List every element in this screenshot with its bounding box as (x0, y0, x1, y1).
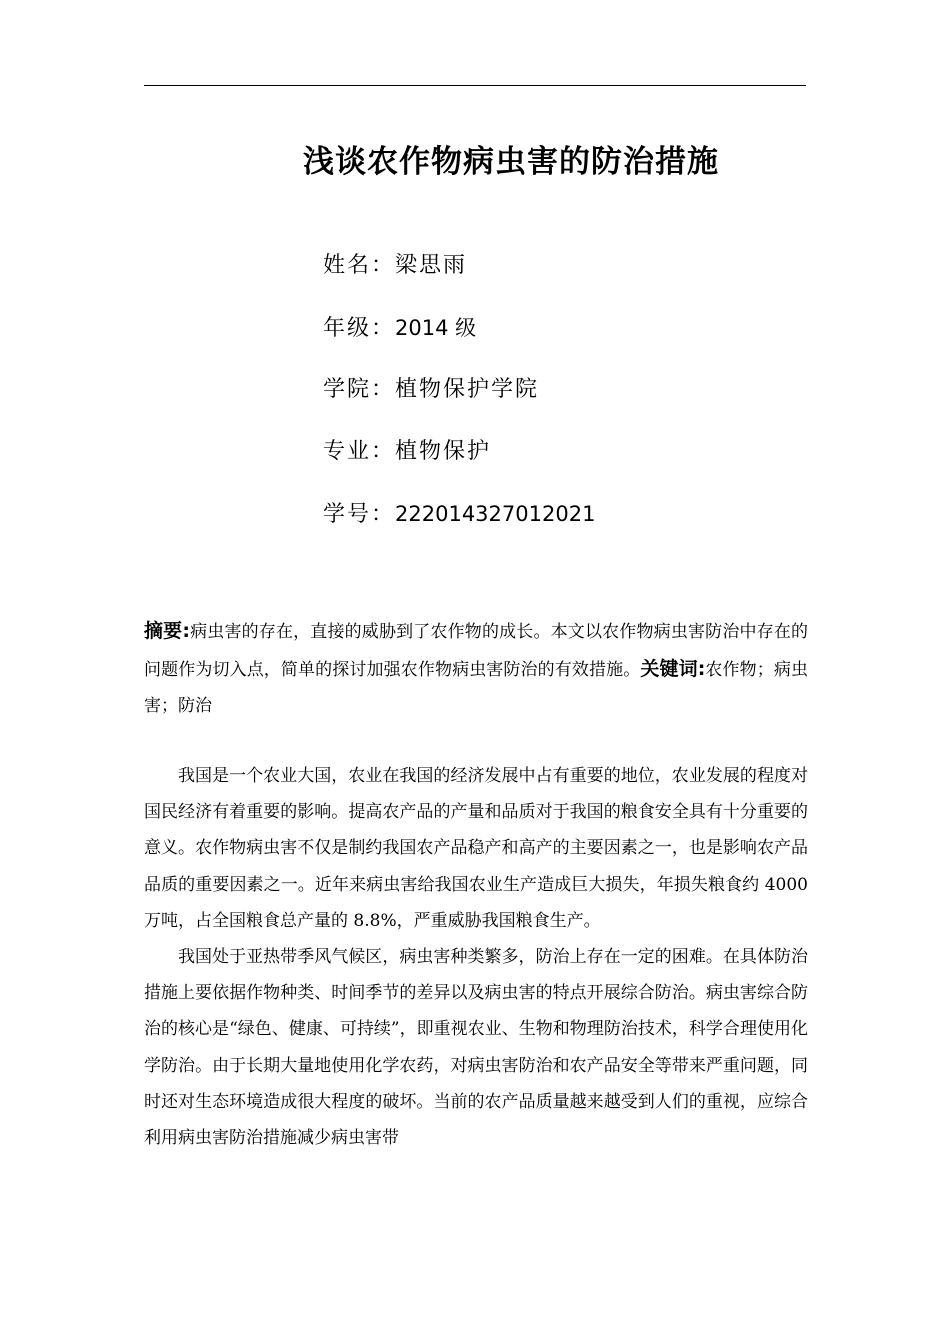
paragraph: 我国处于亚热带季风气候区，病虫害种类繁多，防治上存在一定的困难。在具体防治措施上要依据作物种类、时间季节的差异以及病虫害的特点开展综合防治。病虫害综合防治的核心是“绿色、健康、可持续”，即重视农业、生物和物理防治技术，科学合理使用化学防治。由于长期大量地使用化学农药，对病虫害防治和农产品安全等带来严重问题，同时还对生态环境造成很大程度的破坏。当前的农产品质量越来越受到人们的重视，应综合利用病虫害防治措施减少病虫害带 (144, 947, 808, 1149)
info-major-value: 植物保护 (395, 439, 492, 464)
keywords-label: 关键词: (640, 657, 706, 680)
info-major-label: 专业： (323, 439, 396, 464)
info-college-row (323, 374, 595, 436)
info-name-label: 姓名： (323, 253, 396, 278)
paragraph: 我国是一个农业大国，农业在我国的经济发展中占有重要的地位，农业发展的程度对国民经济有着重要的影响。提高农产品的产量和品质对于我国的粮食安全具有十分重要的意义。农作物病虫害不仅是制约我国农产品稳产和高产的主要因素之一，也是影响农产品品质的重要因素之一。近年来病虫害给我国农业生产造成巨大损失，年损失粮食约 4000 万吨，占全国粮食总产量的 8.8%，严重威胁我国粮食生产。 (144, 766, 808, 931)
document-title: 浅谈农作物病虫害的防治措施 (303, 144, 719, 180)
abstract (144, 613, 808, 725)
header-rule (144, 85, 806, 86)
keywords-text: 农作物；病虫害；防治 (144, 659, 809, 716)
info-student-id-value: 222014327012021 (395, 502, 596, 526)
info-name-row (323, 250, 595, 312)
abstract-label: 摘要: (144, 620, 190, 642)
info-grade-row (323, 312, 595, 374)
info-grade-value: 2014 级 (395, 316, 477, 340)
info-grade-label: 年级： (323, 316, 396, 341)
info-student-id-row (323, 498, 595, 560)
info-student-id-label: 学号： (323, 502, 396, 527)
abstract-text: 病虫害的存在，直接的威胁到了农作物的成长。本文以农作物病虫害防治中存在的问题作为切入点，简单的探讨加强农作物病虫害防治的有效措施。 (144, 622, 808, 680)
info-college-label: 学院： (323, 377, 396, 402)
author-info (323, 250, 595, 560)
body-text (144, 758, 808, 1156)
info-college-value: 植物保护学院 (395, 377, 540, 402)
info-name-value: 梁思雨 (395, 253, 468, 278)
info-major-row (323, 436, 595, 498)
